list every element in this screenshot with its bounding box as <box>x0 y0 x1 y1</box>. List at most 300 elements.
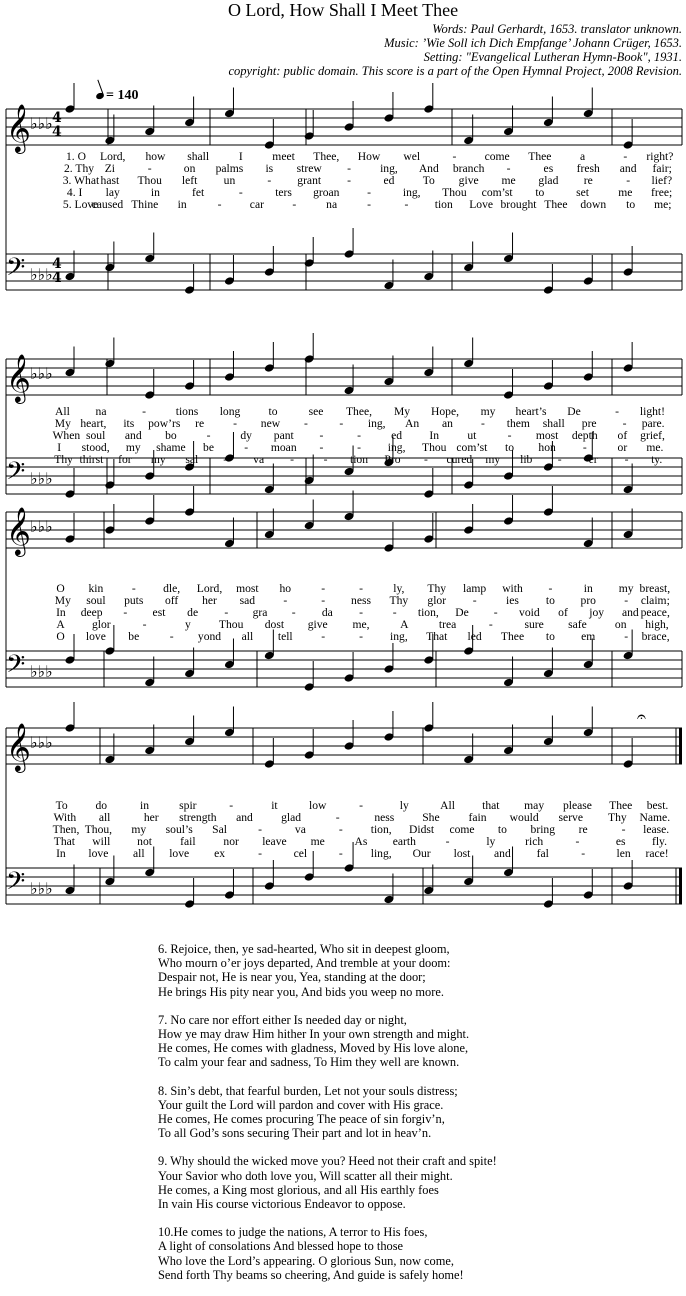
lyric-syllable: sal <box>185 453 199 466</box>
lyric-syllable: serve <box>558 811 583 824</box>
lyric-syllable: - <box>357 429 361 442</box>
lyric-syllable: to <box>545 594 555 607</box>
lyric-syllable: led <box>467 630 482 643</box>
verse-line: To calm your fear and sadness, To Him they well are known. <box>158 1055 460 1070</box>
lyric-syllable: I <box>57 441 62 454</box>
lyric-syllable: An <box>405 417 420 430</box>
lyric-syllable: thirst <box>79 453 104 466</box>
lyric-syllable: Then, <box>52 823 80 836</box>
lyric-syllable: - <box>582 441 587 454</box>
lyric-syllable: lamp <box>463 582 487 595</box>
lyric-syllable: de <box>187 606 199 619</box>
lyric-syllable: best. <box>646 799 669 812</box>
lyric-syllable: fet <box>192 186 205 199</box>
lyric-syllable: In <box>429 429 440 442</box>
lyric-syllable: est <box>152 606 166 619</box>
key-signature-flat-icon: ♭♭♭ <box>30 114 53 133</box>
lyric-syllable: to <box>626 198 636 211</box>
lyric-syllable: all <box>133 847 145 860</box>
lyric-syllable: Thee <box>528 150 552 163</box>
lyric-syllable: bring <box>530 823 556 836</box>
verse-7 <box>158 1013 497 1070</box>
lyric-syllable: moan <box>270 441 297 454</box>
key-signature-flat-icon: ♭♭♭ <box>30 879 53 898</box>
lyric-syllable: - <box>359 582 363 595</box>
lyric-syllable: - <box>626 174 631 187</box>
lyric-syllable: and <box>621 606 639 619</box>
credit-setting: Setting: "Evangelical Lutheran Hymn-Book", 1931. <box>423 50 682 64</box>
lyric-syllable: give <box>307 618 328 631</box>
credit-music: Music: ’Wie Soll ich Dich Empfange’ Johann Crüger, 1653. <box>384 36 682 50</box>
lyric-syllable: Thine <box>131 198 159 211</box>
final-barline <box>679 728 682 764</box>
lyric-syllable: - <box>445 835 450 848</box>
lyric-syllable: ies <box>506 594 519 607</box>
lyric-syllable: All <box>55 405 70 418</box>
lyric-syllable: in <box>140 799 150 812</box>
verse-10 <box>158 1225 497 1282</box>
lyric-syllable: Lord, <box>99 150 126 163</box>
lyric-syllable: ness <box>374 811 395 824</box>
svg-text:4: 4 <box>52 124 62 140</box>
lyric-syllable: long <box>219 405 241 418</box>
lyric-syllable: Love <box>469 198 494 211</box>
lyric-syllable: na <box>95 405 107 418</box>
lyric-syllable: void <box>519 606 540 619</box>
lyric-syllable: - <box>507 429 512 442</box>
lyric-line <box>0 848 686 860</box>
lyric-syllable: lost <box>453 847 471 860</box>
lyric-syllable: me <box>501 174 516 187</box>
lyric-syllable: - <box>621 823 626 836</box>
lyrics-system-4 <box>0 800 686 860</box>
lyric-syllable: - <box>581 847 586 860</box>
lyric-syllable: Name. <box>639 811 671 824</box>
lyric-syllable: - <box>359 630 363 643</box>
lyric-syllable: tion, <box>417 606 439 619</box>
lyric-syllable: glor <box>427 594 447 607</box>
lyric-syllable: fly. <box>651 835 668 848</box>
lyric-syllable: soul <box>86 594 106 607</box>
verse-line: He comes, a King most glorious, and all His earthly foes <box>158 1182 439 1197</box>
lyric-syllable: To <box>55 799 68 812</box>
key-signature-flat-icon: ♭♭♭ <box>30 733 53 752</box>
lyric-syllable: com’st <box>481 186 513 199</box>
bass-clef-icon: 𝄢 <box>6 650 26 685</box>
lyric-syllable: branch <box>452 162 485 175</box>
lyric-syllable: - <box>347 162 351 175</box>
lyric-syllable: pre <box>581 417 597 430</box>
lyric-syllable: may <box>524 799 545 812</box>
lyric-syllable: my <box>618 582 634 595</box>
lyric-syllable: meet <box>272 150 295 163</box>
lyric-syllable: of <box>617 429 628 442</box>
lyric-syllable: Our <box>412 847 431 860</box>
lyric-syllable: In <box>56 606 66 619</box>
lyric-syllable: right? <box>646 150 674 163</box>
verse-line: 7. No care nor effort either Is needed day or night, <box>158 1012 407 1027</box>
key-signature-flat-icon: ♭♭♭ <box>30 662 53 681</box>
lyric-syllable: Thou <box>218 618 244 631</box>
lyric-syllable: - <box>303 417 308 430</box>
verse-line: He brings His pity near you, And bids you weep no more. <box>158 984 444 999</box>
lyric-syllable: My <box>54 417 71 430</box>
lyric-syllable: - <box>224 606 229 619</box>
lyric-syllable: a <box>579 150 586 163</box>
lyric-syllable: tion <box>434 198 453 211</box>
lyric-syllable: how <box>145 150 166 163</box>
verse-line: In vain His course victorious Endeavor to oppose. <box>158 1197 406 1212</box>
lyric-line <box>0 199 686 211</box>
lyric-syllable: - <box>452 150 457 163</box>
lyric-syllable: ling, <box>370 847 392 860</box>
lyric-syllable: - <box>229 799 234 812</box>
lyric-syllable: y <box>184 618 191 631</box>
lyric-syllable: dost <box>264 618 285 631</box>
lyric-syllable: dy <box>240 429 252 442</box>
lyric-syllable: earth <box>392 835 416 848</box>
lyric-syllable: - <box>223 453 228 466</box>
lyric-syllable: Thou <box>137 174 162 187</box>
lyric-syllable: caused <box>91 198 124 211</box>
lyric-syllable: me <box>618 186 633 199</box>
lyric-syllable: joy <box>589 606 605 619</box>
lyric-syllable: ing, <box>387 441 406 454</box>
lyric-syllable: palms <box>215 162 244 175</box>
lyric-syllable: my <box>150 453 166 466</box>
lyric-syllable: to <box>545 630 555 643</box>
lyric-syllable: it <box>271 799 278 812</box>
lyric-syllable: shall <box>542 417 565 430</box>
lyric-syllable: heart, <box>80 417 107 430</box>
lyric-syllable: Thee <box>609 799 633 812</box>
lyric-syllable: most <box>535 429 559 442</box>
lyric-syllable: - <box>267 174 272 187</box>
lyric-syllable: O <box>56 630 65 643</box>
lyric-syllable: De <box>567 405 581 418</box>
lyric-syllable: high, <box>645 618 669 631</box>
lyric-syllable: grant <box>297 174 322 187</box>
lyric-syllable: dle, <box>163 582 181 595</box>
lyric-syllable: - <box>319 429 324 442</box>
lyric-syllable: Zi <box>104 162 116 175</box>
lyric-syllable: shame <box>156 441 186 454</box>
lyric-syllable: - <box>493 606 498 619</box>
key-signature-flat-icon: ♭♭♭ <box>30 265 53 284</box>
lyric-syllable: - <box>367 186 371 199</box>
lyric-syllable: Thou, <box>84 823 113 836</box>
lyric-syllable: brace, <box>641 630 670 643</box>
lyric-syllable: ters <box>275 186 292 199</box>
lyric-syllable: brought <box>500 198 537 211</box>
lyric-syllable: left <box>181 174 198 187</box>
treble-clef-icon: 𝄞 <box>6 353 31 402</box>
lyric-syllable: - <box>624 630 629 643</box>
lyric-syllable: leave <box>262 835 287 848</box>
lyric-syllable: be <box>203 441 214 454</box>
verse-line: 6. Rejoice, then, ye sad-hearted, Who sit in deepest gloom, <box>158 942 450 956</box>
lyric-syllable: set <box>576 186 590 199</box>
lyric-syllable: fain <box>468 811 487 824</box>
lyric-syllable: All <box>440 799 455 812</box>
lyric-syllable: be <box>128 630 140 643</box>
lyric-syllable: - <box>359 606 363 619</box>
lyric-syllable: for <box>118 453 132 466</box>
lyric-syllable: and <box>236 811 253 824</box>
verse-line: How ye may draw Him hither In your own strength and might. <box>158 1027 470 1042</box>
lyric-syllable: - <box>338 823 343 836</box>
lyric-syllable: Lord, <box>196 582 223 595</box>
lyric-syllable: 3. What <box>62 174 100 187</box>
lyric-syllable: pant <box>273 429 294 442</box>
treble-clef-icon: 𝄞 <box>6 722 31 771</box>
lyric-syllable: not <box>137 835 152 848</box>
lyric-syllable: fail <box>180 835 196 848</box>
lyric-syllable: - <box>488 618 493 631</box>
lyric-syllable: com’st <box>456 441 488 454</box>
lyric-syllable: claim; <box>640 594 670 607</box>
lyric-syllable: groan <box>313 186 340 199</box>
lyric-syllable: em <box>581 630 596 643</box>
lyric-syllable: race! <box>645 847 669 860</box>
lyric-syllable: - <box>335 811 340 824</box>
lyric-syllable: cel <box>293 847 308 860</box>
lyric-syllable: - <box>575 835 580 848</box>
lyric-syllable: - <box>217 198 222 211</box>
verse-line: Your Savior who doth love you, Will scatter all their might. <box>158 1168 453 1183</box>
lyric-syllable: Sal <box>212 823 228 836</box>
verse-line: 10.He comes to judge the nations, A terror to His foes, <box>158 1225 428 1240</box>
verse-line: Who mourn o’er joys departed, And tremble at your doom: <box>158 956 451 971</box>
lyric-syllable: - <box>423 453 428 466</box>
lyric-syllable: To <box>422 174 435 187</box>
fermata-icon: 𝄐 <box>637 707 646 726</box>
lyric-syllable: give <box>458 174 479 187</box>
lyric-syllable: in <box>150 186 160 199</box>
lyric-syllable: - <box>169 630 174 643</box>
lyric-syllable: yond <box>197 630 222 643</box>
svg-text:4: 4 <box>52 256 62 272</box>
lyric-syllable: ness <box>351 594 371 607</box>
lyric-syllable: Hope, <box>430 405 460 418</box>
lyric-syllable: lease. <box>643 823 670 836</box>
lyric-syllable: on <box>183 162 196 175</box>
lyric-syllable: - <box>206 429 211 442</box>
lyric-syllable: and <box>494 847 511 860</box>
lyric-syllable: - <box>338 847 343 860</box>
hymn-title: O Lord, How Shall I Meet Thee <box>227 0 459 20</box>
lyric-syllable: - <box>321 582 326 595</box>
lyric-syllable: me. <box>646 441 664 454</box>
lyric-syllable: es <box>543 162 554 175</box>
lyric-syllable: kin <box>88 582 104 595</box>
lyric-syllable: its <box>123 417 135 430</box>
lyric-syllable: - <box>123 606 128 619</box>
lyric-syllable: an <box>442 417 453 430</box>
verse-line: He comes, He comes with gladness, Moved by His love alone, <box>158 1041 469 1056</box>
lyric-syllable: come <box>449 823 475 836</box>
lyric-syllable: Thee, <box>313 150 340 163</box>
lyric-syllable: lief? <box>651 174 673 187</box>
lyric-syllable: re <box>578 823 588 836</box>
lyric-syllable: Thy <box>608 811 627 824</box>
lyric-syllable: Thy <box>389 594 409 607</box>
lyric-syllable: - <box>319 441 324 454</box>
key-signature-flat-icon: ♭♭♭ <box>30 517 53 536</box>
lyric-syllable: grief, <box>640 429 665 442</box>
lyric-syllable: strength <box>179 811 217 824</box>
lyric-syllable: pro <box>580 594 596 607</box>
lyric-syllable: - <box>321 594 326 607</box>
lyric-syllable: Thy <box>54 453 73 466</box>
lyric-syllable: - <box>142 405 146 418</box>
lyric-syllable: ut <box>467 429 477 442</box>
lyric-syllable: my <box>480 405 496 418</box>
lyric-syllable: - <box>258 823 262 836</box>
lyric-syllable: puts <box>124 594 144 607</box>
lyric-syllable: wel <box>403 150 421 163</box>
lyric-syllable: lib <box>520 453 533 466</box>
lyric-syllable: ex <box>214 847 226 860</box>
lyric-syllable: car <box>249 198 264 211</box>
lyric-syllable: my <box>125 441 141 454</box>
lyric-syllable: ly <box>399 799 409 812</box>
lyric-syllable: A <box>56 618 65 631</box>
lyric-syllable: nor <box>223 835 239 848</box>
lyric-syllable: me; <box>654 198 672 211</box>
lyric-line <box>0 595 686 607</box>
lyric-syllable: pare. <box>641 417 665 430</box>
lyric-syllable: cured <box>446 453 473 466</box>
lyric-syllable: hast <box>100 174 120 187</box>
lyric-syllable: Didst <box>409 823 435 836</box>
lyric-syllable: - <box>233 417 237 430</box>
lyric-syllable: pow’rs <box>148 417 181 430</box>
lyric-syllable: in <box>583 582 593 595</box>
key-signature-flat-icon: ♭♭♭ <box>30 469 53 488</box>
lyric-syllable: peace, <box>640 606 670 619</box>
lyric-syllable: - <box>615 405 619 418</box>
lyric-syllable: va <box>294 823 306 836</box>
lyric-syllable: new <box>260 417 281 430</box>
lyric-syllable: see <box>308 405 324 418</box>
lyric-syllable: 2. Thy <box>63 162 95 175</box>
lyric-syllable: ly <box>486 835 496 848</box>
lyric-syllable: breast, <box>639 582 671 595</box>
lyric-syllable: love <box>169 847 190 860</box>
lyric-syllable: most <box>236 582 259 595</box>
bass-clef-icon: 𝄢 <box>6 253 26 288</box>
lyric-syllable: es <box>615 835 626 848</box>
lyric-syllable: me <box>310 835 325 848</box>
verse-line: 8. Sin’s debt, that fearful burden, Let not your souls distress; <box>158 1083 458 1098</box>
lyric-syllable: do <box>95 799 108 812</box>
lyric-syllable: light! <box>639 405 666 418</box>
lyric-syllable: is <box>265 162 274 175</box>
lyric-syllable: - <box>624 594 629 607</box>
lyric-syllable: tell <box>277 630 293 643</box>
lyric-syllable: depth <box>571 429 598 442</box>
treble-clef-icon: 𝄞 <box>6 103 31 152</box>
final-barline <box>679 868 682 904</box>
lyric-syllable: 4. I <box>66 186 83 199</box>
lyric-syllable: please <box>562 799 592 812</box>
lyric-syllable: That <box>53 835 75 848</box>
lyric-syllable: down <box>580 198 607 211</box>
lyric-syllable: re <box>583 174 593 187</box>
lyric-syllable: love <box>88 847 109 860</box>
lyric-syllable: gra <box>252 606 268 619</box>
lyric-syllable: - <box>291 606 296 619</box>
lyric-syllable: strew <box>296 162 322 175</box>
tempo-value: = 140 <box>106 88 139 103</box>
treble-clef-icon: 𝄞 <box>6 506 31 555</box>
lyric-syllable: them <box>506 417 530 430</box>
lyric-syllable: her <box>202 594 217 607</box>
lyric-syllable: tions <box>175 405 199 418</box>
lyric-syllable: na <box>326 198 338 211</box>
lyric-syllable: all <box>241 630 254 643</box>
lyric-syllable: of <box>558 606 568 619</box>
lyric-syllable: rich <box>525 835 544 848</box>
lyric-syllable: - <box>131 582 136 595</box>
lyric-syllable: re <box>195 417 205 430</box>
lyric-syllable: glad <box>538 174 559 187</box>
lyric-syllable: me, <box>352 618 370 631</box>
lyric-syllable: glad <box>281 811 302 824</box>
lyric-syllable: tion, <box>370 823 392 836</box>
lyric-syllable: would <box>509 811 539 824</box>
lyric-syllable: that <box>482 799 500 812</box>
lyric-syllable: Thou <box>422 441 447 454</box>
lyric-syllable: shall <box>187 150 210 163</box>
lyric-syllable: Thou <box>442 186 467 199</box>
lyric-syllable: safe <box>568 618 587 631</box>
lyric-syllable: - <box>321 630 326 643</box>
verse-8 <box>158 1084 497 1141</box>
lyric-syllable: ed <box>391 429 403 442</box>
lyric-syllable: lay <box>105 186 120 199</box>
lyric-syllable: glor <box>91 618 111 631</box>
svg-text:4: 4 <box>52 110 62 126</box>
lyric-syllable: ing, <box>402 186 421 199</box>
lyric-syllable: her <box>143 811 159 824</box>
lyric-syllable: When <box>52 429 81 442</box>
lyric-syllable: 5. Love <box>62 198 99 211</box>
lyric-syllable: to <box>504 441 515 454</box>
bass-clef-icon: 𝄢 <box>6 457 26 492</box>
lyric-syllable: With <box>53 811 77 824</box>
lyric-syllable: to <box>268 405 278 418</box>
lyric-syllable: My <box>54 594 71 607</box>
lyric-syllable: - <box>244 441 249 454</box>
lyric-syllable: - <box>506 162 511 175</box>
verse-line: Who love the Lord’s appearing. O glorious Sun, now come, <box>158 1253 454 1268</box>
lyric-syllable: My <box>393 405 411 418</box>
lyric-syllable: Thee, <box>345 405 373 418</box>
lyric-syllable: - <box>147 162 152 175</box>
lyric-syllable: - <box>624 453 629 466</box>
lyric-syllable: len <box>616 847 631 860</box>
lyric-syllable: fair; <box>652 162 672 175</box>
lyric-syllable: Pro <box>384 453 401 466</box>
lyric-syllable: va <box>253 453 265 466</box>
lyric-syllable: fal <box>536 847 549 860</box>
lyric-syllable: - <box>339 417 344 430</box>
lyric-syllable: - <box>359 799 363 812</box>
verse-6 <box>158 942 497 999</box>
lyric-syllable: Thy <box>427 582 447 595</box>
